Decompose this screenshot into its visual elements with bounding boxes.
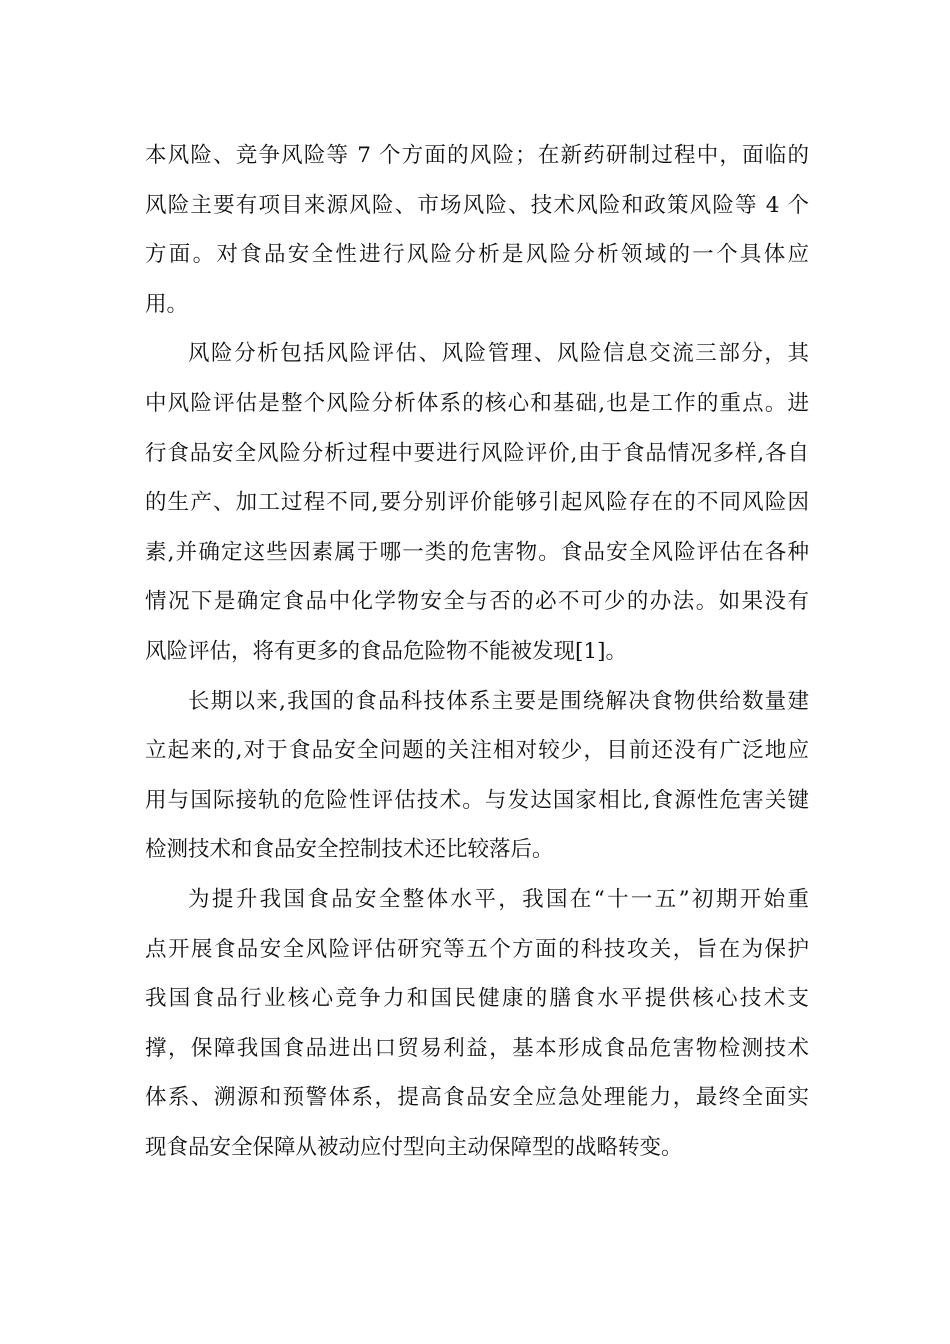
text-line: 立起来的,对于食品安全问题的关注相对较少，目前还没有广泛地应 bbox=[145, 738, 809, 764]
text-line: 现食品安全保障从被动应付型向主动保障型的战略转变。 bbox=[145, 1134, 683, 1160]
paragraph bbox=[145, 875, 809, 1173]
document-body bbox=[145, 131, 809, 1172]
text-line: 素,并确定这些因素属于哪一类的危害物。食品安全风险评估在各种 bbox=[145, 539, 809, 565]
text-line: 风险分析包括风险评估、风险管理、风险信息交流三部分，其 bbox=[188, 341, 809, 367]
text-line: 行食品安全风险分析过程中要进行风险评价,由于食品情况多样,各自 bbox=[145, 440, 809, 466]
text-line: 方面。对食品安全性进行风险分析是风险分析领域的一个具体应 bbox=[145, 242, 809, 268]
text-line: 中风险评估是整个风险分析体系的核心和基础,也是工作的重点。进 bbox=[145, 390, 809, 416]
paragraph bbox=[145, 677, 809, 875]
text-line: 体系、溯源和预警体系，提高食品安全应急处理能力，最终全面实 bbox=[145, 1085, 809, 1111]
text-line: 检测技术和食品安全控制技术还比较落后。 bbox=[145, 837, 554, 863]
text-line: 风险主要有项目来源风险、市场风险、技术风险和政策风险等 4 个 bbox=[145, 192, 809, 218]
text-line: 用与国际接轨的危险性评估技术。与发达国家相比,食源性危害关键 bbox=[145, 787, 809, 813]
text-line: 我国食品行业核心竞争力和国民健康的膳食水平提供核心技术支 bbox=[145, 986, 809, 1012]
text-line: 风险评估，将有更多的食品危险物不能被发现[1]。 bbox=[145, 638, 627, 664]
paragraph bbox=[145, 131, 809, 329]
text-line: 本风险、竞争风险等 7 个方面的风险；在新药研制过程中，面临的 bbox=[145, 143, 809, 168]
text-line: 点开展食品安全风险评估研究等五个方面的科技攻关，旨在为保护 bbox=[145, 936, 809, 962]
text-line: 用。 bbox=[145, 291, 189, 317]
text-line: 长期以来,我国的食品科技体系主要是围绕解决食物供给数量建 bbox=[188, 688, 809, 714]
text-line: 撑，保障我国食品进出口贸易利益，基本形成食品危害物检测技术 bbox=[145, 1035, 809, 1061]
text-line: 情况下是确定食品中化学物安全与否的必不可少的办法。如果没有 bbox=[145, 589, 809, 615]
text-line: 为提升我国食品安全整体水平，我国在“十一五”初期开始重 bbox=[188, 886, 809, 912]
text-line: 的生产、加工过程不同,要分别评价能够引起风险存在的不同风险因 bbox=[145, 490, 809, 516]
paragraph bbox=[145, 329, 809, 676]
